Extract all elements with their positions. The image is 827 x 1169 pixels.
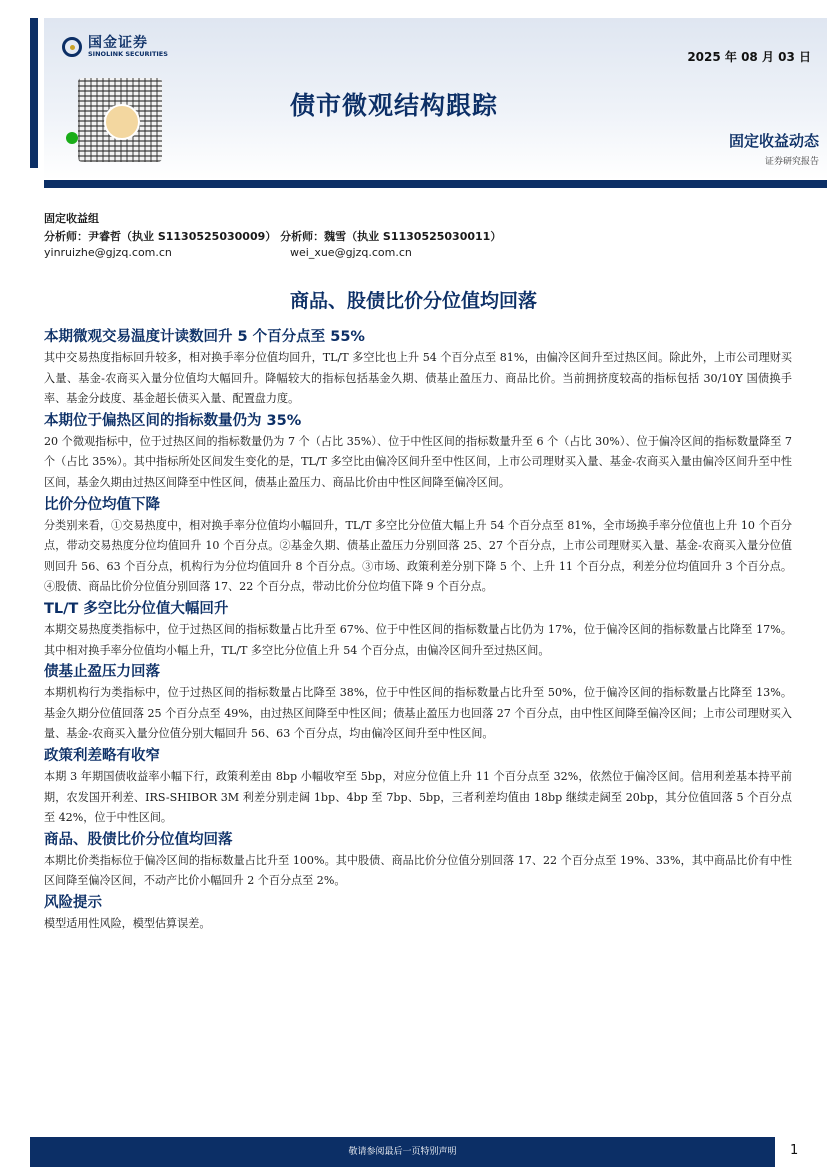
research-group: 固定收益组: [44, 212, 99, 225]
section-title: 债基止盈压力回落: [44, 664, 160, 681]
page-number: 1: [790, 1143, 799, 1158]
header-divider: [44, 180, 827, 188]
report-type: 证券研究报告: [764, 157, 819, 167]
section-text: 其中交易热度指标回升较多，相对换手率分位值均回升，TL/T 多空比也上升 54 个百分点至 81%，由偏冷区间升至过热区间。除此外，上市公司理财买入量、基金-农商买入量分位值均大幅回升。降幅较大的指标包括基金久期、债基止盈压力、商品比价。当前拥挤度较高的指标包括 30/10Y 国债换手率、基金分歧度、基金超长债买入量、配置盘力度。: [44, 351, 792, 406]
section: [44, 410, 792, 494]
report-title: 债市微观结构跟踪: [290, 91, 499, 120]
report-headline: 商品、股债比价分位值均回落: [289, 290, 537, 312]
logo-name-cn: 国金证券: [88, 35, 148, 51]
logo-name-en: SINOLINK SECURITIES: [88, 49, 168, 58]
section-text: 本期机构行为类指标中，位于过热区间的指标数量占比降至 38%，位于中性区间的指标数量占比升至 50%，位于偏冷区间的指标数量占比降至 13%。基金久期分位值回落 25 个百分点至 49%，由过热区间降至中性区间；债基止盈压力也回落 27 个百分点，由中性区间降至偏冷区间；上市公司理财买入量、基金-农商买入量分位值分别大幅回升 56、63 个百分点，均由偏冷区间升至中性区间。: [44, 686, 792, 741]
report-category: 固定收益动态: [728, 132, 819, 150]
report-date: 2025 年 08 月 03 日: [687, 50, 811, 64]
section-title: TL/T 多空比分位值大幅回升: [44, 600, 229, 617]
section-title: 本期微观交易温度计读数回升 5 个百分点至 55%: [44, 329, 365, 345]
section: [44, 745, 792, 829]
section-text: 本期比价类指标位于偏冷区间的指标数量占比升至 100%。其中股债、商品比价分位值分别回落 17、22 个百分点至 19%、33%，其中商品比价有中性区间降至偏冷区间，不动产比价小幅回升 2 个百分点至 2%。: [44, 853, 792, 888]
report-body: [44, 326, 792, 934]
section-title: 风险提示: [44, 894, 102, 911]
header-accent-bar: [30, 18, 38, 168]
section: [44, 326, 792, 410]
email-link-1[interactable]: yinruizhe@gjzq.com.cn: [44, 246, 172, 259]
section-text: 本期交易热度类指标中，位于过热区间的指标数量占比升至 67%、位于中性区间的指标数量占比仍为 17%，位于偏冷区间的指标数量占比降至 17%。其中相对换手率分位值均小幅上升，TL/T 多空比分位值上升 54 个百分点，由偏冷区间升至过热区间。: [44, 622, 792, 657]
analyst-emails: [44, 246, 412, 259]
section: [44, 598, 792, 661]
section-title: 比价分位均值下降: [44, 496, 160, 513]
qr-code-icon: [78, 78, 162, 162]
section-text: 20 个微观指标中，位于过热区间的指标数量仍为 7 个（占比 35%）、位于中性区间的指标数量升至 6 个（占比 30%）、位于偏冷区间的指标数量降至 7 个（占比 35%）。其中指标所处区间发生变化的是，TL/T 多空比由偏冷区间升至中性区间，上市公司理财买入量、基金-农商买入量由偏冷区间升至中性区间，基金久期由过热区间降至中性区间，债基止盈压力、商品比价由中性区间降至偏冷区间。: [44, 434, 792, 489]
section: [44, 829, 792, 892]
company-logo: [62, 36, 168, 58]
section-title: 商品、股债比价分位值均回落: [44, 831, 233, 848]
footer-disclaimer: 敬请参阅最后一页特别声明: [30, 1137, 775, 1167]
section-title: 政策利差略有收窄: [44, 747, 160, 764]
section-title: 本期位于偏热区间的指标数量仍为 35%: [44, 412, 302, 429]
section-text: 分类别来看，①交易热度中，相对换手率分位值均小幅回升，TL/T 多空比分位值大幅上升 54 个百分点至 81%，全市场换手率分位值也上升 10 个百分点，带动交易热度分位均值回升 10 个百分点。②基金久期、债基止盈压力分别回落 25、27 个百分点，上市公司理财买入量、基金-农商买入量分位值则回升 56、63 个百分点，机构行为分位均值回升 8 个百分点。③市场、政策利差分别下降 5 个、上升 11 个百分点，利差分位均值回升 3 个百分点。④股债、商品比价分位值分别回落 17、22 个百分点，带动比价分位均值下降 9 个百分点。: [44, 518, 792, 594]
section-text: 本期 3 年期国债收益率小幅下行，政策利差由 8bp 小幅收窄至 5bp，对应分位值上升 11 个百分点至 32%，依然位于偏冷区间。信用利差基本持平前期，农发国开利差、IRS-SHIBOR 3M 利差分别走阔 1bp、4bp 至 7bp、5bp，三者利差均值由 18bp 继续走阔至 20bp，其分位值回落 5 个百分点至 42%，位于中性区间。: [44, 769, 792, 825]
section: [44, 892, 792, 935]
qr-center-logo: [104, 104, 140, 140]
analyst-line: 分析师：尹睿哲（执业 S1130525030009） 分析师：魏雪（执业 S1130525030011）: [44, 230, 502, 243]
section: [44, 661, 792, 745]
section: [44, 494, 792, 598]
logo-icon: [62, 37, 82, 57]
email-link-2[interactable]: wei_xue@gjzq.com.cn: [290, 246, 412, 259]
wechat-icon: [66, 132, 78, 144]
section-text: 模型适用性风险，模型估算误差。: [44, 916, 211, 930]
